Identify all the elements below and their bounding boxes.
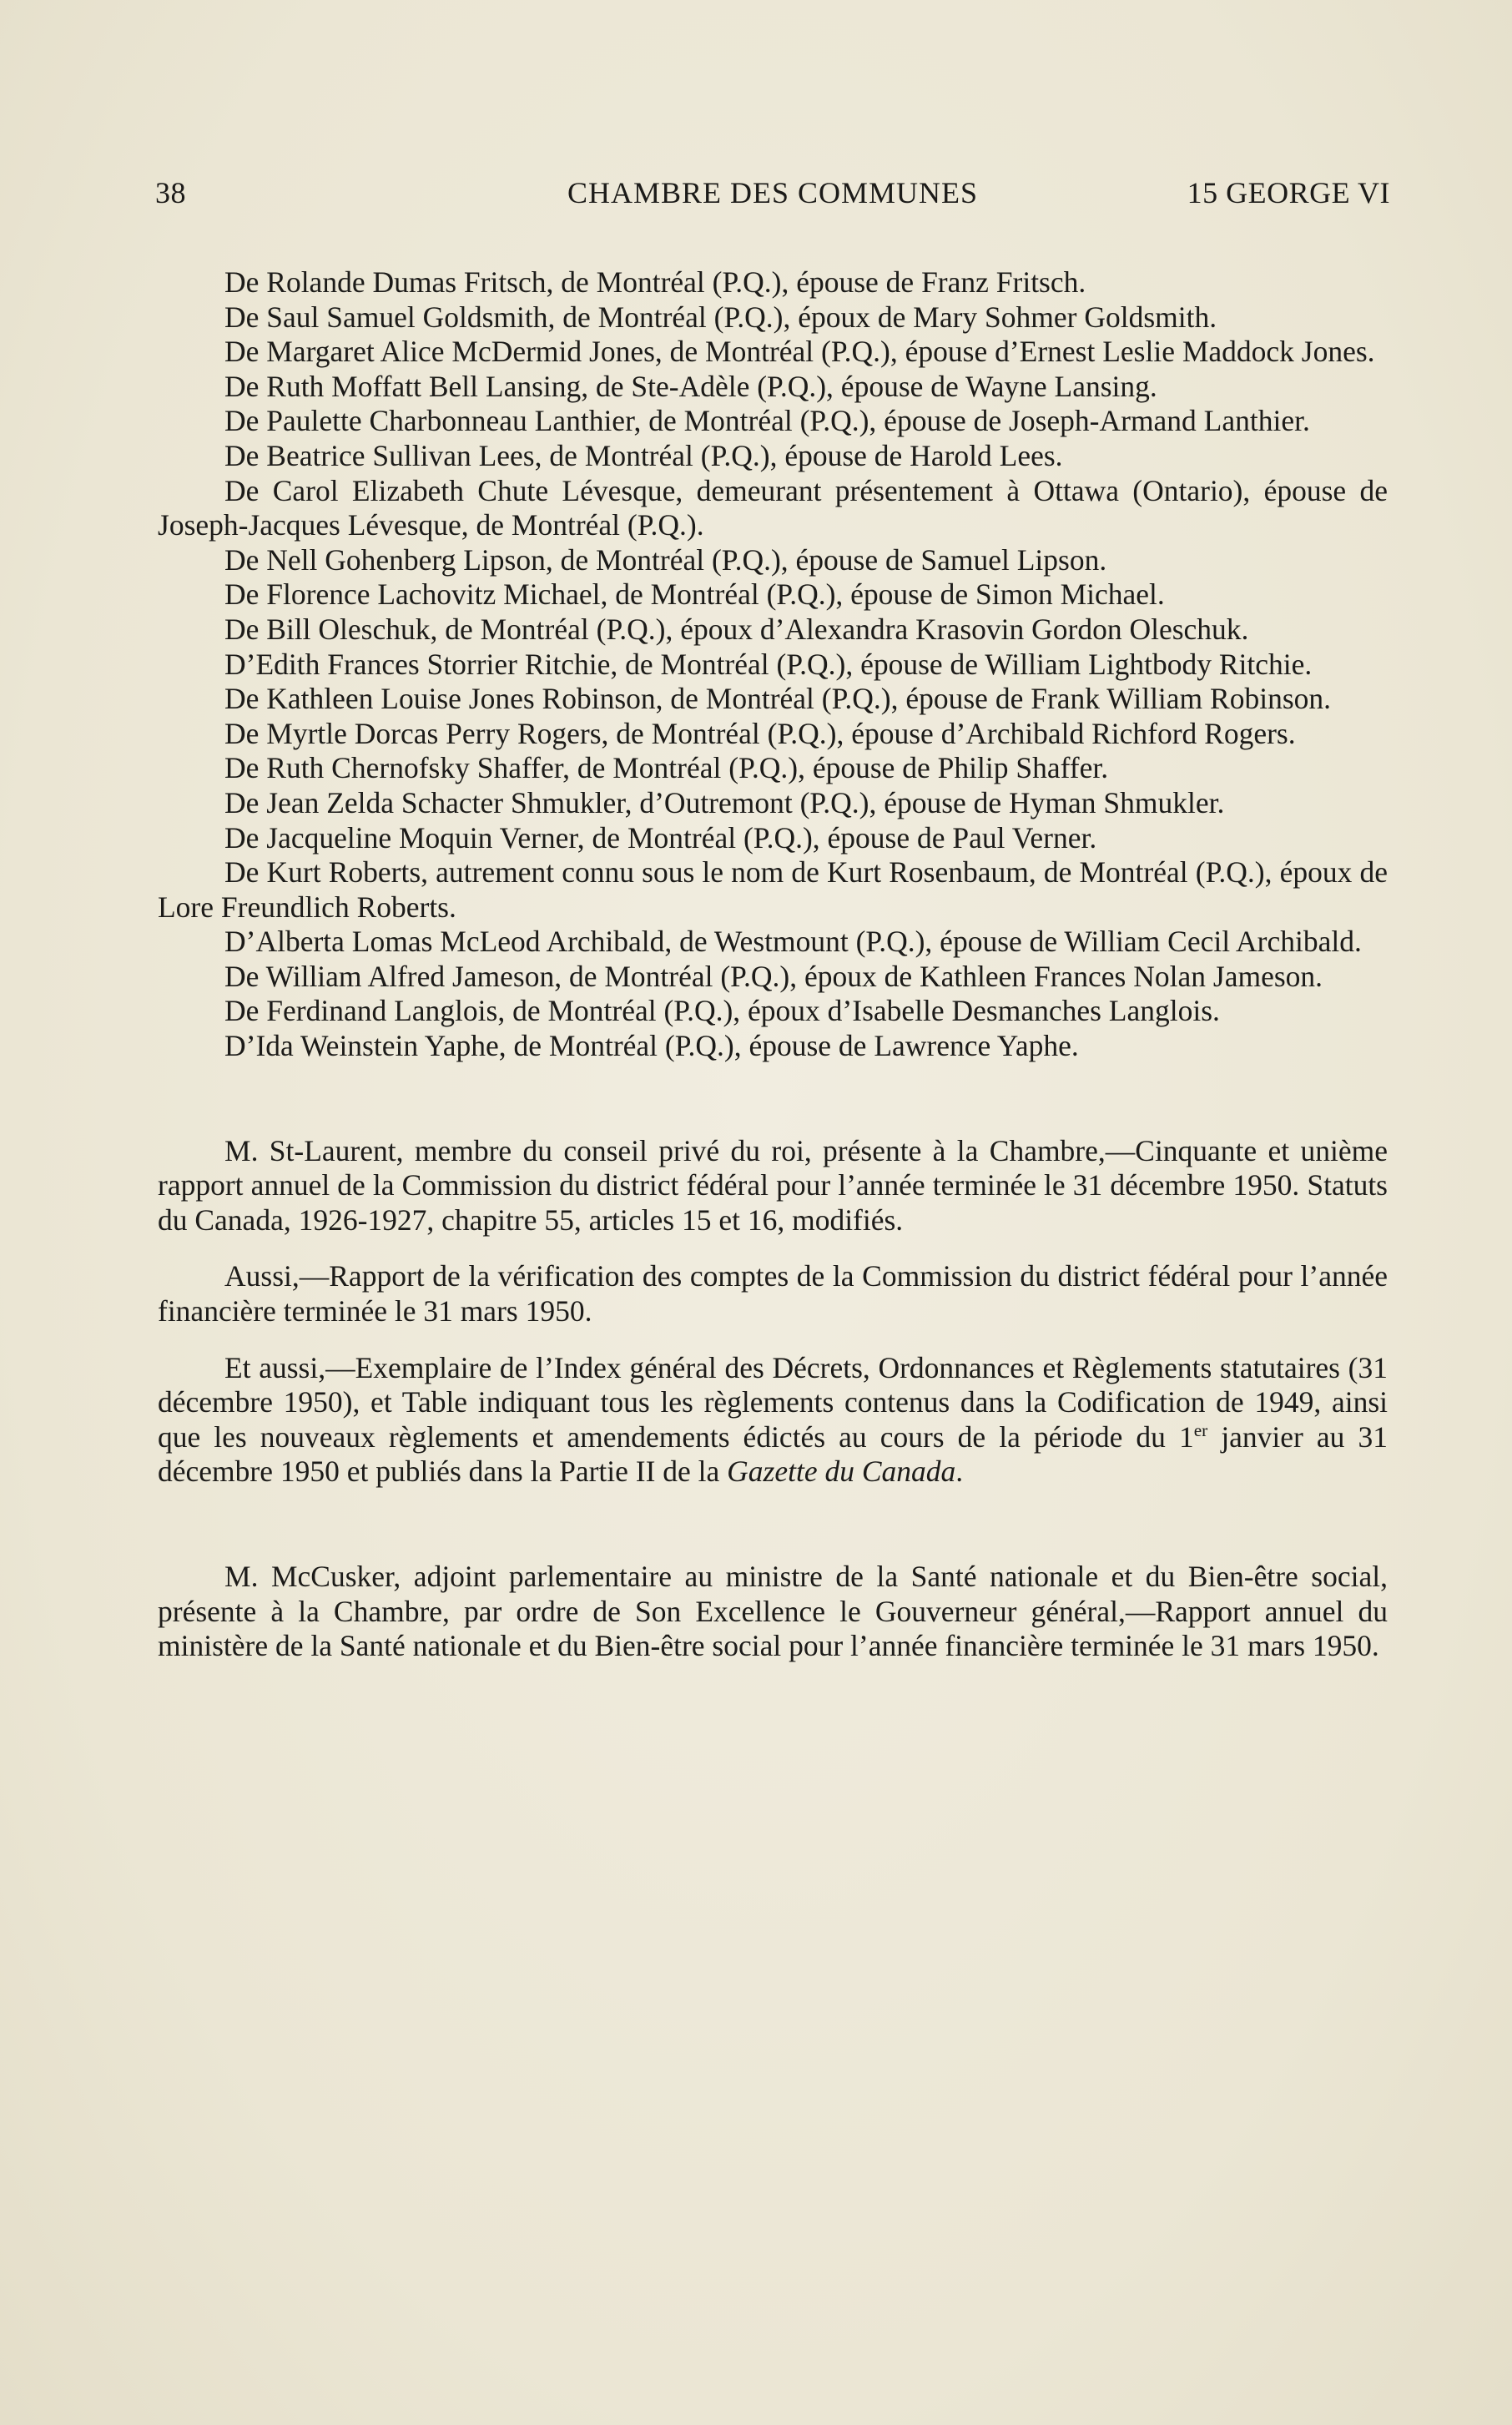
petition-entry: De Bill Oleschuk, de Montréal (P.Q.), époux d’Alexandra Krasovin Gordon Oleschuk. (224, 612, 1249, 646)
petition-entry: De Rolande Dumas Fritsch, de Montréal (P.Q.), épouse de Franz Fritsch. (224, 265, 1086, 299)
section-spacer (158, 1064, 1388, 1134)
mccusker-presentation: M. McCusker, adjoint parlementaire au ministre de la Santé nationale et du Bien-être social, présente à la Chambre, par ordre de Son Excellence le Gouverneur général,—Rapport annuel du ministère de la Santé nationale et du Bien-être social pour l’année financière terminée le 31 mars 1950. (158, 1560, 1388, 1663)
regnal-year: 15 GEORGE VI (1187, 176, 1390, 209)
petition-entry: De Ferdinand Langlois, de Montréal (P.Q.), époux d’Isabelle Desmanches Langlois. (224, 994, 1220, 1028)
petition-entry: De Florence Lachovitz Michael, de Montréal (P.Q.), épouse de Simon Michael. (224, 577, 1165, 612)
and-also-period: . (955, 1454, 964, 1489)
mccusker-presentation-section (158, 1560, 1388, 1664)
st-laurent-presentation: M. St-Laurent, membre du conseil privé du roi, présente à la Chambre,—Cinquante et unième rapport annuel de la Commission du district fédéral pour l’année terminée le 31 décembre 1950. Statuts du Canada, 1926-1927, chapitre 55, articles 15 et 16, modifiés. (158, 1133, 1388, 1237)
petition-entry: De Margaret Alice McDermid Jones, de Montréal (P.Q.), épouse d’Ernest Leslie Maddock Jones. (224, 335, 1375, 369)
petition-entry: D’Edith Frances Storrier Ritchie, de Montréal (P.Q.), épouse de William Lightbody Ritchie. (224, 647, 1313, 681)
petition-entry: De Ruth Chernofsky Shaffer, de Montréal (P.Q.), épouse de Philip Shaffer. (224, 751, 1109, 785)
st-laurent-and-also (158, 1351, 1388, 1490)
petition-entry: De Kurt Roberts, autrement connu sous le nom de Kurt Rosenbaum, de Montréal (P.Q.), époux de Lore Freundlich Roberts. (158, 855, 1388, 924)
and-also-text-cont: janvier au 31 décembre 1950 et publiés dans la Partie II de la (158, 1419, 1388, 1489)
petition-entry: D’Ida Weinstein Yaphe, de Montréal (P.Q.), épouse de Lawrence Yaphe. (224, 1029, 1079, 1063)
petition-entry: De Jean Zelda Schacter Shmukler, d’Outremont (P.Q.), épouse de Hyman Shmukler. (224, 785, 1225, 819)
petition-entry: De William Alfred Jameson, de Montréal (P.Q.), époux de Kathleen Frances Nolan Jameson. (224, 959, 1323, 993)
journal-title: CHAMBRE DES COMMUNES (567, 176, 979, 209)
petition-entry: De Jacqueline Moquin Verner, de Montréal (P.Q.), épouse de Paul Verner. (224, 820, 1097, 855)
and-also-text: Et aussi,—Exemplaire de l’Index général des Décrets, Ordonnances et Règlements statutaires (31 décembre 1950), et Table indiquant tous les règlements contenus dans la Codification de 1949, ainsi que les nouveaux règlements et amendements édictés au cours de la période du 1 (158, 1350, 1388, 1454)
paragraph-spacer (158, 1329, 1388, 1351)
st-laurent-also: Aussi,—Rapport de la vérification des comptes de la Commission du district fédéral pour l’année financière terminée le 31 mars 1950. (158, 1259, 1388, 1328)
st-laurent-presentation-section (158, 1134, 1388, 1490)
petition-entry: De Kathleen Louise Jones Robinson, de Montréal (P.Q.), épouse de Frank William Robinson. (224, 682, 1332, 716)
page-number: 38 (155, 176, 186, 209)
divorce-petition-list (158, 265, 1388, 1064)
page-body (158, 265, 1388, 1664)
petition-entry: De Beatrice Sullivan Lees, de Montréal (P.Q.), épouse de Harold Lees. (224, 438, 1063, 472)
petition-entry: De Myrtle Dorcas Perry Rogers, de Montréal (P.Q.), épouse d’Archibald Richford Rogers. (224, 716, 1296, 750)
gazette-title: Gazette du Canada (727, 1454, 956, 1489)
petition-entry: De Ruth Moffatt Bell Lansing, de Ste-Adèle (P.Q.), épouse de Wayne Lansing. (224, 369, 1157, 403)
petition-entry: De Nell Gohenberg Lipson, de Montréal (P.Q.), épouse de Samuel Lipson. (224, 542, 1107, 577)
petition-entry: D’Alberta Lomas McLeod Archibald, de Westmount (P.Q.), épouse de William Cecil Archibald. (224, 925, 1362, 959)
petition-entry: De Saul Samuel Goldsmith, de Montréal (P.Q.), époux de Mary Sohmer Goldsmith. (224, 300, 1217, 334)
section-spacer (158, 1490, 1388, 1560)
petition-entry: De Carol Elizabeth Chute Lévesque, demeurant présentement à Ottawa (Ontario), épouse de Joseph-Jacques Lévesque, de Montréal (P.Q.). (158, 473, 1388, 542)
paragraph-spacer (158, 1238, 1388, 1259)
page-header (155, 175, 1390, 225)
ordinal-suffix: er (1193, 1419, 1208, 1440)
petition-entry: De Paulette Charbonneau Lanthier, de Montréal (P.Q.), épouse de Joseph-Armand Lanthier. (224, 404, 1310, 438)
